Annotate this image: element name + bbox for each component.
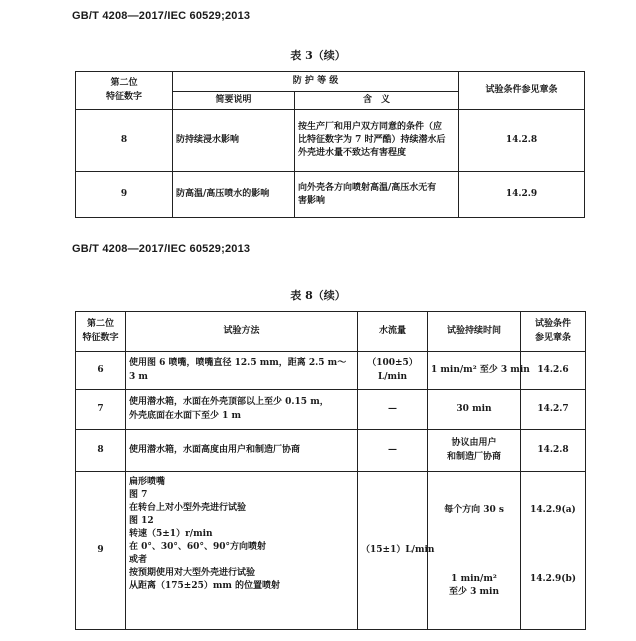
- table-caption: 表 3（续）: [290, 49, 346, 62]
- reference-cell: 14.2.8: [521, 430, 586, 472]
- table-row: [76, 352, 586, 390]
- standard-header: GB/T 4208—2017/IEC 60529;2013: [72, 243, 251, 255]
- header-test-reference: 试验条件 参见章条: [521, 312, 586, 352]
- digit-cell: 9: [76, 172, 173, 218]
- flow-cell: —: [358, 390, 428, 430]
- table-row: [76, 110, 585, 172]
- method-cell: 使用潜水箱，水面在外壳顶部以上至少 0.15 m， 外壳底面在水面下至少 1 m: [126, 390, 358, 430]
- header-test-method: 试验方法: [126, 312, 358, 352]
- digit-cell: 8: [76, 110, 173, 172]
- method-cell: 使用图 6 喷嘴，喷嘴直径 12.5 mm，距离 2.5 m～ 3 m: [126, 352, 358, 390]
- header-test-reference: 试验条件参见章条: [459, 72, 585, 110]
- reference-cell: 14.2.8: [459, 110, 585, 172]
- flow-cell: （100±5） L/min: [358, 352, 428, 390]
- header-brief-description: 简要说明: [173, 92, 295, 110]
- table-row: [76, 390, 586, 430]
- header-second-digit: 第二位 特征数字: [76, 72, 173, 110]
- header-test-duration: 试验持续时间: [428, 312, 521, 352]
- flow-cell: （15±1）L/min: [358, 472, 428, 630]
- duration-cell: 每个方向 30 s 1 min/m² 至少 3 min: [428, 472, 521, 630]
- flow-cell: —: [358, 430, 428, 472]
- reference-cell: 14.2.9(a) 14.2.9(b): [521, 472, 586, 630]
- reference-cell: 14.2.6: [521, 352, 586, 390]
- table-caption: 表 8（续）: [290, 289, 346, 302]
- digit-cell: 8: [76, 430, 126, 472]
- duration-cell: 30 min: [428, 390, 521, 430]
- brief-cell: 防高温/高压喷水的影响: [173, 172, 295, 218]
- table-row: [76, 172, 585, 218]
- reference-cell: 14.2.9: [459, 172, 585, 218]
- method-cell: 扁形喷嘴 图 7 在转台上对小型外壳进行试验 图 12 转速（5±1）r/min 在 0°、30°、60°、90°方向喷射 或者 按预期使用对大型外壳进行试验 从距离（175±25）mm 的位置喷射: [126, 472, 358, 630]
- meaning-cell: 向外壳各方向喷射高温/高压水无有 害影响: [295, 172, 459, 218]
- meaning-cell: 按生产厂和用户双方同意的条件（应 比特征数字为 7 时严酷）持续潜水后 外壳进水量不致达有害程度: [295, 110, 459, 172]
- header-water-flow: 水流量: [358, 312, 428, 352]
- digit-cell: 6: [76, 352, 126, 390]
- brief-cell: 防持续浸水影响: [173, 110, 295, 172]
- method-cell: 使用潜水箱，水面高度由用户和制造厂协商: [126, 430, 358, 472]
- table-row: [76, 430, 586, 472]
- duration-cell: 协议由用户 和制造厂协商: [428, 430, 521, 472]
- digit-cell: 9: [76, 472, 126, 630]
- digit-cell: 7: [76, 390, 126, 430]
- table-8-continued: [75, 311, 586, 630]
- table-3-continued: [75, 71, 585, 218]
- header-second-digit: 第二位 特征数字: [76, 312, 126, 352]
- header-protection-level: 防 护 等 级: [173, 72, 459, 92]
- reference-cell: 14.2.7: [521, 390, 586, 430]
- table-row: [76, 472, 586, 630]
- duration-cell: 1 min/m² 至少 3 min: [428, 352, 521, 390]
- header-meaning: 含 义: [295, 92, 459, 110]
- standard-header: GB/T 4208—2017/IEC 60529;2013: [72, 10, 251, 22]
